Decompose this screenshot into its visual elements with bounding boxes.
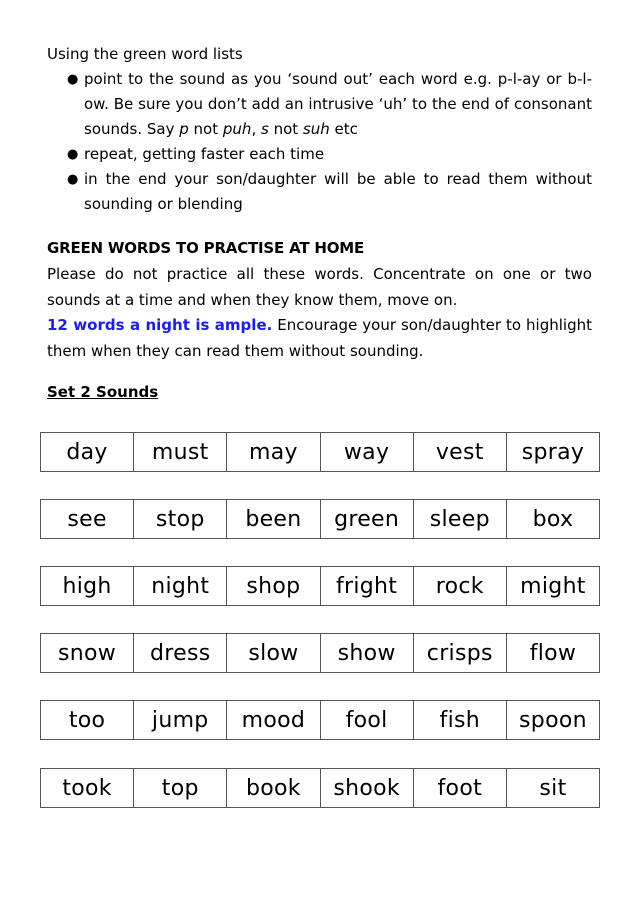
word-cell: fright <box>321 567 414 605</box>
instruction-text: in the end your son/daughter will be able to read them without sounding or blending <box>84 170 592 213</box>
word-cell: snow <box>41 634 134 672</box>
word-cell: crisps <box>414 634 507 672</box>
word-cell: sit <box>539 775 567 801</box>
word-cell: took <box>41 769 134 807</box>
word-cell: foot <box>414 769 507 807</box>
bullet-icon: ● <box>67 72 79 87</box>
word-cell: must <box>134 433 227 471</box>
instruction-item <box>47 167 592 217</box>
instruction-text: not <box>188 120 223 138</box>
word-cell: may <box>227 433 320 471</box>
section-heading: GREEN WORDS TO PRACTISE AT HOME <box>47 239 365 257</box>
word-cell: box <box>532 506 574 532</box>
bullet-icon: ● <box>67 147 79 162</box>
intro-lead: Using the green word lists <box>47 45 243 63</box>
instruction-text: , <box>251 120 261 138</box>
instruction-text: etc <box>329 120 358 138</box>
paragraph-text: Encourage your son/daughter to highlight them when they can read them without sounding. <box>47 316 592 360</box>
word-cell: day <box>41 433 134 471</box>
instruction-text: point to the sound as you ‘sound out’ each word e.g. p-l-ay or b-l-ow. Be sure you don’t add an intrusive ‘uh’ to the end of consonant sounds. Say <box>84 70 592 138</box>
word-cell: top <box>134 769 227 807</box>
word-cell: too <box>41 701 134 739</box>
instructions <box>47 42 592 217</box>
word-cell: jump <box>134 701 227 739</box>
instruction-item <box>47 142 592 167</box>
word-cell: slow <box>227 634 320 672</box>
word-cell: fool <box>321 701 414 739</box>
word-cell: spray <box>521 439 585 465</box>
sound-example-p: p <box>179 120 189 138</box>
word-cell: might <box>520 573 586 599</box>
word-cell: fish <box>414 701 507 739</box>
word-cell: shook <box>321 769 414 807</box>
word-row <box>40 700 600 740</box>
word-cell: sleep <box>414 500 507 538</box>
instruction-text: not <box>268 120 303 138</box>
word-cell: rock <box>414 567 507 605</box>
word-cell: dress <box>134 634 227 672</box>
instruction-item <box>47 67 592 142</box>
word-cell: mood <box>227 701 320 739</box>
word-cell: vest <box>414 433 507 471</box>
sound-example-puh: puh <box>222 120 252 138</box>
sound-example-s: s <box>260 120 269 138</box>
sound-example-suh: suh <box>302 120 330 138</box>
word-cell: way <box>321 433 414 471</box>
instruction-list <box>47 67 592 217</box>
word-row <box>40 633 600 673</box>
word-row <box>40 432 600 472</box>
word-cell: book <box>227 769 320 807</box>
word-cell: green <box>321 500 414 538</box>
word-cell: see <box>41 500 134 538</box>
word-cell: high <box>41 567 134 605</box>
section-paragraph <box>47 262 592 364</box>
word-cell: been <box>227 500 320 538</box>
bullet-icon: ● <box>67 172 79 187</box>
word-cell: show <box>321 634 414 672</box>
instruction-text: repeat, getting faster each time <box>84 145 325 163</box>
word-cell: flow <box>529 640 577 666</box>
word-row <box>40 499 600 539</box>
word-cell: stop <box>134 500 227 538</box>
word-cell: night <box>134 567 227 605</box>
set-title: Set 2 Sounds <box>47 383 159 401</box>
word-row <box>40 768 600 808</box>
word-cell: spoon <box>519 707 587 733</box>
word-cell: shop <box>227 567 320 605</box>
ample-highlight: 12 words a night is ample. <box>47 316 273 334</box>
paragraph-text: Please do not practice all these words. Concentrate on one or two sounds at a time and when they know them, move on. <box>47 265 592 309</box>
word-row <box>40 566 600 606</box>
